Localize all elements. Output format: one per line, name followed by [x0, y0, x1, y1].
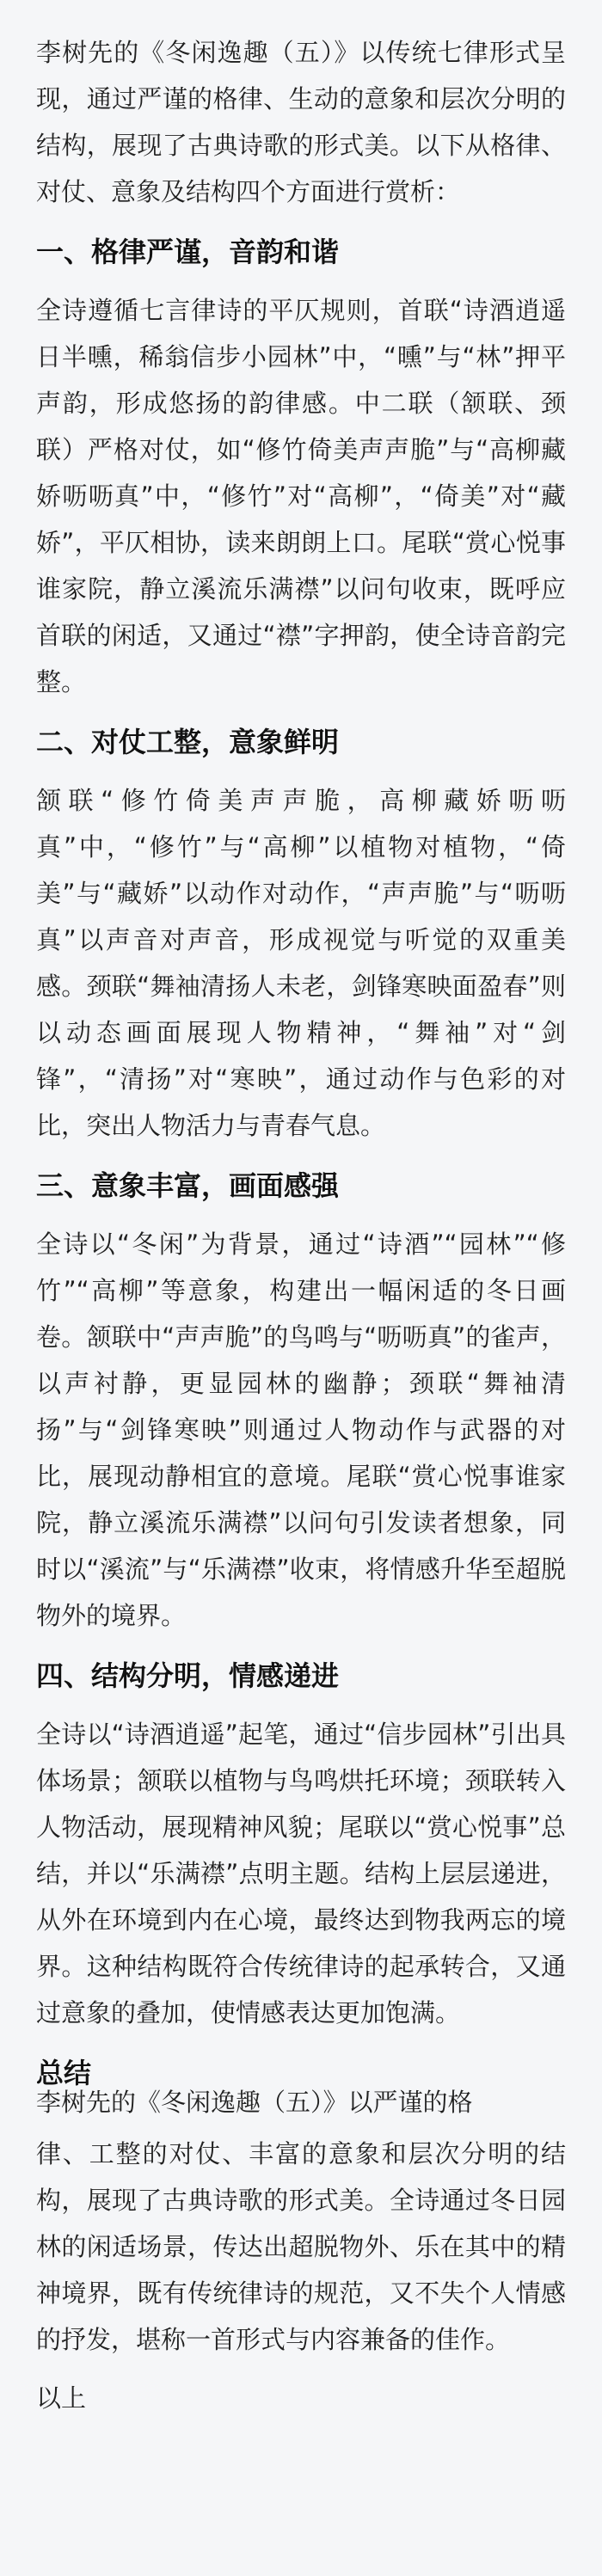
section-heading-meter: 一、格律严谨，音韵和谐 — [36, 236, 340, 268]
section-body-structure: 全诗以“诗酒逍遥”起笔，通过“信步园林”引出具体场景；颔联以植物与鸟鸣烘托环境；颈联转入人物活动，展现精神风貌；尾联以“赏心悦事”总结，并以“乐满襟”点明主题。结构上层层递进，从外在环境到内在心境，最终达到物我两忘的境界。这种结构既符合传统律诗的起承转合，又通过意象的叠加，使情感表达更加饱满。 — [36, 1720, 566, 2027]
section-body-meter: 全诗遵循七言律诗的平仄规则，首联“诗酒逍遥日半曛，稀翁信步小园林”中，“曛”与“林”押平声韵，形成悠扬的韵律感。中二联（颔联、颈联）严格对仗，如“修竹倚美声声脆”与“高柳藏娇呖呖真”中，“修竹”对“高柳”，“倚美”对“藏娇”，平仄相协，读来朗朗上口。尾联“赏心悦事谁家院，静立溪流乐满襟”以问句收束，既呼应首联的闲适，又通过“襟”字押韵，使全诗音韵完整。 — [36, 296, 566, 696]
intro-paragraph: 李树先的《冬闲逸趣（五）》以传统七律形式呈现，通过严谨的格律、生动的意象和层次分明的结构，展现了古典诗歌的形式美。以下从格律、对仗、意象及结构四个方面进行赏析： — [36, 38, 566, 206]
section-heading-antithesis: 二、对仗工整，意象鲜明 — [36, 726, 340, 758]
section-body-antithesis: 颔联“修竹倚美声声脆，高柳藏娇呖呖真”中，“修竹”与“高柳”以植物对植物，“倚美”与“藏娇”以动作对动作，“声声脆”与“呖呖真”以声音对声音，形成视觉与听觉的双重美感。颈联“舞袖清扬人未老，剑锋寒映面盈春”则以动态画面展现人物精神，“舞袖”对“剑锋”，“清扬”对“寒映”，通过动作与色彩的对比，突出人物活力与青春气息。 — [36, 786, 566, 1140]
tail-cut-line — [36, 2375, 566, 2413]
summary-cut-line — [36, 2088, 566, 2125]
summary-cut-text: 李树先的《冬闲逸趣（五）》以严谨的格 — [36, 2088, 473, 2117]
tail-text: 以上 — [36, 2383, 87, 2413]
summary-heading: 总结 — [36, 2057, 92, 2089]
summary-body: 律、工整的对仗、丰富的意象和层次分明的结构，展现了古典诗歌的形式美。全诗通过冬日园林的闲适场景，传达出超脱物外、乐在其中的精神境界，既有传统律诗的规范，又不失个人情感的抒发，堪称一首形式与内容兼备的佳作。 — [36, 2139, 566, 2354]
section-heading-imagery: 三、意象丰富，画面感强 — [36, 1169, 340, 1202]
section-heading-structure: 四、结构分明，情感递进 — [36, 1659, 340, 1692]
section-body-imagery: 全诗以“冬闲”为背景，通过“诗酒”“园林”“修竹”“高柳”等意象，构建出一幅闲适的冬日画卷。颔联中“声声脆”的鸟鸣与“呖呖真”的雀声，以声衬静，更显园林的幽静；颈联“舞袖清扬”与“剑锋寒映”则通过人物动作与武器的对比，展现动静相宜的意境。尾联“赏心悦事谁家院，静立溪流乐满襟”以问句引发读者想象，同时以“溪流”与“乐满襟”收束，将情感升华至超脱物外的境界。 — [36, 1230, 566, 1630]
